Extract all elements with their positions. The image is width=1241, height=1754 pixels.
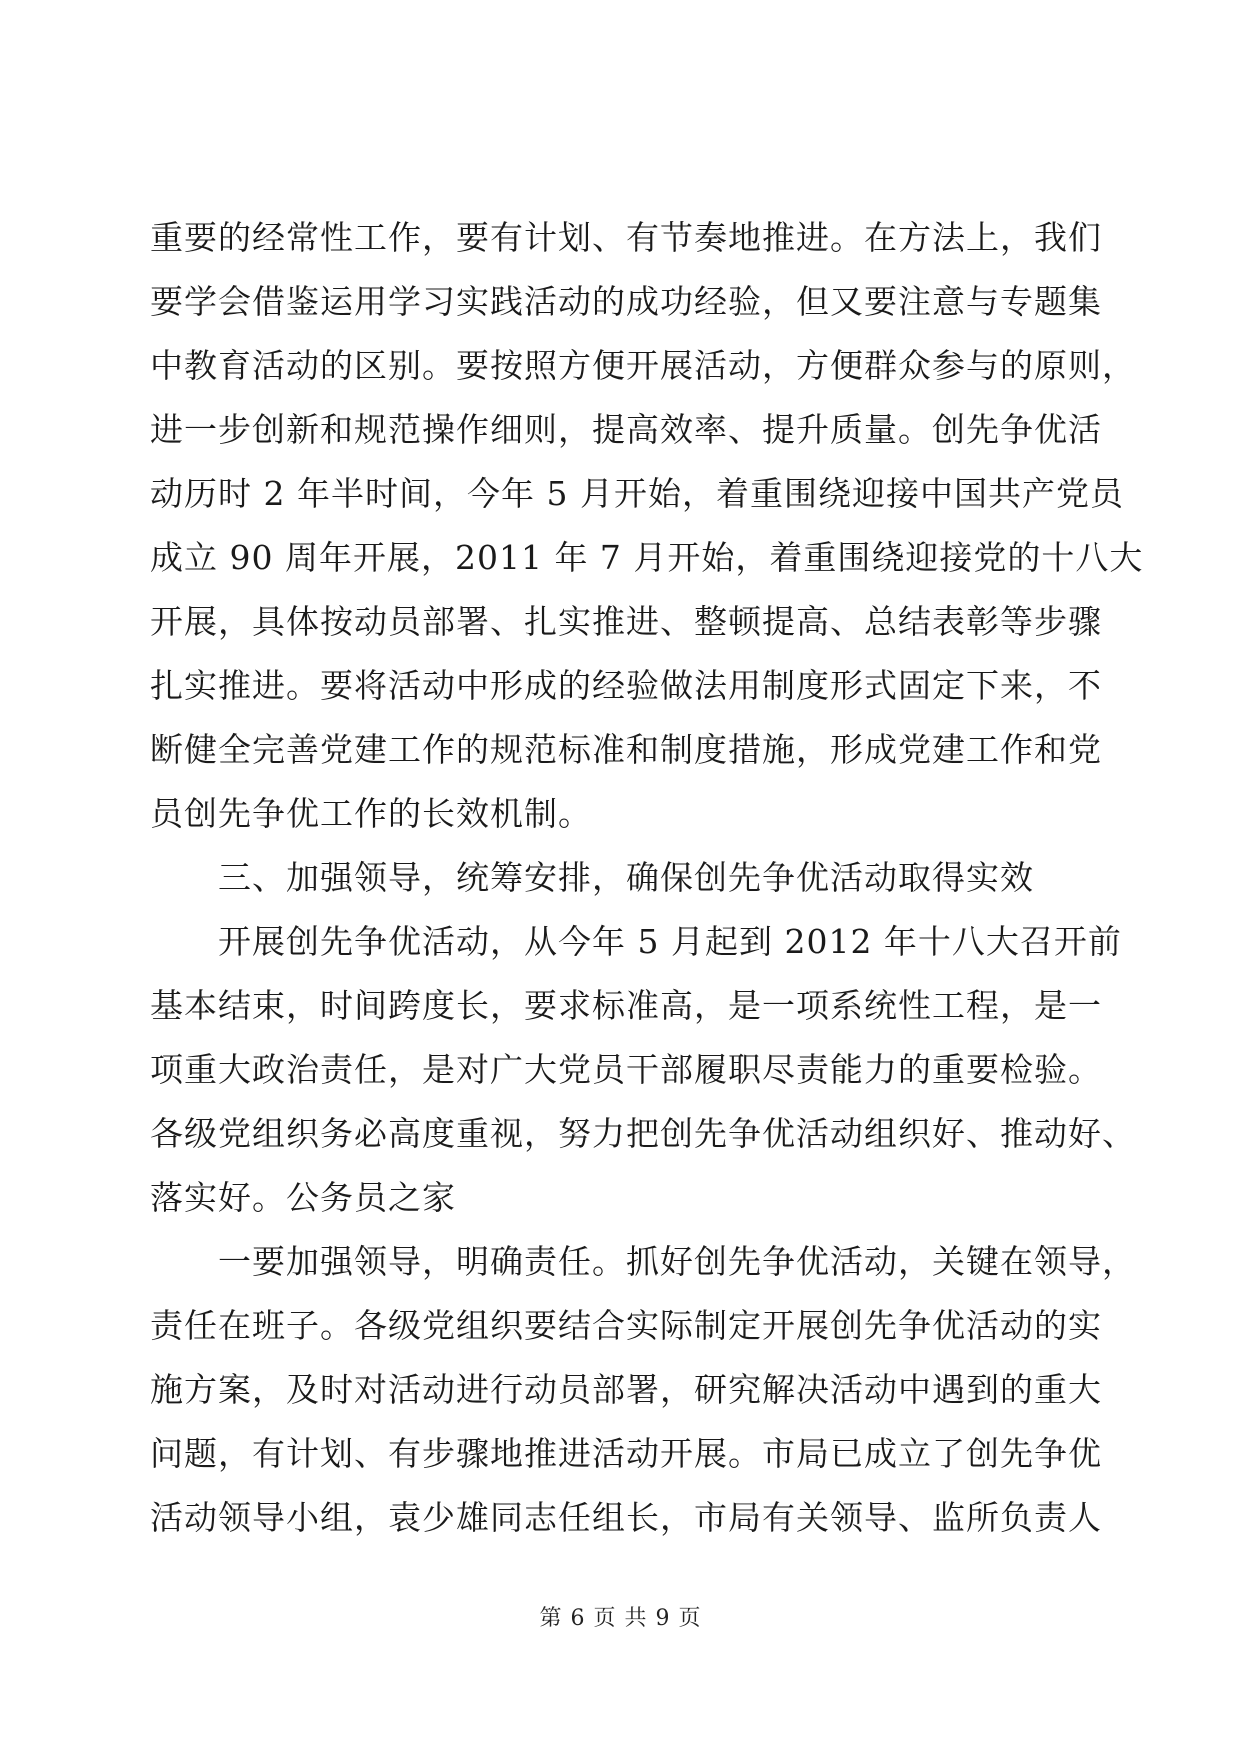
text-line: 各级党组织务必高度重视，努力把创先争优活动组织好、推动好、 [150,1114,1136,1153]
text-line: 进一步创新和规范操作细则，提高效率、提升质量。创先争优活 [150,410,1102,449]
text-line: 中教育活动的区别。要按照方便开展活动，方便群众参与的原则， [150,346,1136,385]
text-line: 成立 90 周年开展，2011 年 7 月开始，着重围绕迎接党的十八大 [150,538,1144,577]
text-line: 施方案，及时对活动进行动员部署，研究解决活动中遇到的重大 [150,1370,1102,1409]
text-line: 开展，具体按动员部署、扎实推进、整顿提高、总结表彰等步骤 [150,602,1102,641]
text-line: 要学会借鉴运用学习实践活动的成功经验，但又要注意与专题集 [150,282,1102,321]
text-line: 问题，有计划、有步骤地推进活动开展。市局已成立了创先争优 [150,1434,1102,1473]
text-line: 开展创先争优活动，从今年 5 月起到 2012 年十八大召开前 [218,922,1122,961]
text-line: 一要加强领导，明确责任。抓好创先争优活动，关键在领导， [218,1242,1136,1281]
text-line: 断健全完善党建工作的规范标准和制度措施，形成党建工作和党 [150,730,1102,769]
text-line: 活动领导小组，袁少雄同志任组长，市局有关领导、监所负责人 [150,1498,1102,1537]
text-line: 项重大政治责任，是对广大党员干部履职尽责能力的重要检验。 [150,1050,1102,1089]
text-line: 落实好。公务员之家 [150,1178,456,1217]
text-line: 员创先争优工作的长效机制。 [150,794,592,833]
document-body [150,206,1144,1550]
page-number-footer: 第 6 页 共 9 页 [539,1606,702,1631]
text-line: 扎实推进。要将活动中形成的经验做法用制度形式固定下来，不 [150,666,1102,705]
text-line: 责任在班子。各级党组织要结合实际制定开展创先争优活动的实 [150,1306,1102,1345]
text-line: 三、加强领导，统筹安排，确保创先争优活动取得实效 [218,858,1034,897]
text-line: 重要的经常性工作，要有计划、有节奏地推进。在方法上，我们 [150,218,1102,257]
text-line: 动历时 2 年半时间，今年 5 月开始，着重围绕迎接中国共产党员 [150,474,1124,513]
text-line: 基本结束，时间跨度长，要求标准高，是一项系统性工程，是一 [150,986,1102,1025]
